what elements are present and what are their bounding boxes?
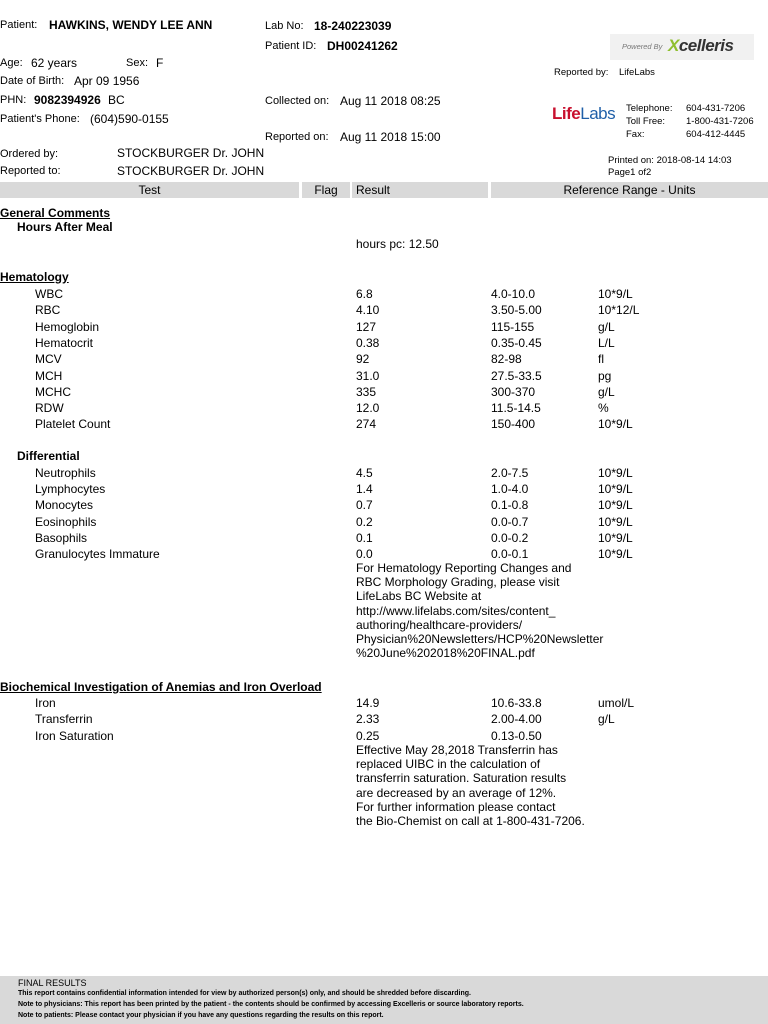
test-name: Platelet Count [35,417,111,432]
test-name: MCHC [35,384,71,399]
reference-range: 0.1-0.8 [491,498,529,513]
hours-after-meal-value: hours pc: 12.50 [356,237,439,251]
reference-range: 0.13-0.50 [491,728,542,743]
reference-range: 0.0-0.7 [491,514,529,529]
units: g/L [598,384,615,399]
note-line: are decreased by an average of 12%. [356,785,557,800]
test-name: MCV [35,352,62,367]
sex-value: F [156,56,164,70]
result-value: 4.5 [356,466,373,480]
excelleris-logo-text: Xcelleris [668,36,734,55]
fax-value: 604-412-4445 [686,129,746,140]
column-header-reference: Reference Range - Units [491,182,768,198]
dob-value: Apr 09 1956 [74,74,140,88]
section-differential: Differential [17,449,80,463]
section-biochem: Biochemical Investigation of Anemias and Iron Overload [0,680,322,694]
result-value: 31.0 [356,368,380,383]
units: % [598,401,609,416]
test-name: MCH [35,368,63,383]
lab-no-value: 18-240223039 [314,19,392,33]
tollfree-value: 1-800-431-7206 [686,116,754,127]
reference-range: 115-155 [491,319,535,334]
note-line: Physician%20Newsletters/HCP%20Newsletter [356,632,604,647]
reported-on-value: Aug 11 2018 15:00 [340,130,441,144]
footer-line-3: Note to patients: Please contact your physician if you have any questions regarding the results on this report. [18,1012,384,1019]
footer-bar [0,976,768,1024]
patient-name: HAWKINS, WENDY LEE ANN [49,18,213,32]
result-value: 0.25 [356,728,380,743]
column-header-test: Test [0,182,299,198]
units: pg [598,368,612,383]
units: 10*9/L [598,514,633,529]
result-value: 2.33 [356,712,380,727]
age-label: Age: [0,57,23,69]
note-line: For further information please contact [356,799,556,814]
page-number: Page1 of2 [608,167,652,178]
reference-range: 3.50-5.00 [491,303,542,318]
units: 10*9/L [598,466,633,480]
patient-id-label: Patient ID: [265,40,317,52]
excelleris-logo [610,34,754,60]
test-name: Hematocrit [35,335,94,350]
sex-label: Sex: [126,57,149,69]
phone-label: Patient's Phone: [0,113,80,125]
test-name: Transferrin [35,712,93,727]
lifelabs-logo [552,104,615,124]
result-value: 335 [356,384,377,399]
result-value: 0.1 [356,530,373,545]
result-value: 0.0 [356,547,373,561]
result-value: 127 [356,319,377,334]
collected-label: Collected on: [265,95,330,107]
result-value: 0.7 [356,498,373,513]
note-line: replaced UIBC in the calculation of [356,757,541,772]
tollfree-label: Toll Free: [626,116,666,127]
result-value: 0.2 [356,514,373,529]
test-name: WBC [35,287,63,301]
test-name: Iron Saturation [35,728,114,743]
reference-range: 2.00-4.00 [491,712,542,727]
units: 10*12/L [598,303,640,318]
units: umol/L [598,696,635,710]
units: 10*9/L [598,498,633,513]
note-line: the Bio-Chemist on call at 1-800-431-7206. [356,814,585,829]
reference-range: 82-98 [491,352,522,367]
age-value: 62 years [31,56,78,70]
note-line: %20June%202018%20FINAL.pdf [356,646,535,661]
reference-range: 27.5-33.5 [491,368,542,383]
reference-range: 0.35-0.45 [491,335,542,350]
units: fl [598,352,604,367]
reported-by-label: Reported by: [554,67,609,78]
reference-range: 0.0-0.1 [491,547,529,561]
units: g/L [598,319,615,334]
patient-id-value: DH00241262 [327,39,398,53]
note-line: authoring/healthcare-providers/ [356,617,523,632]
reported-by-value: LifeLabs [619,67,655,78]
reference-range: 4.0-10.0 [491,287,536,301]
powered-by-text: Powered By [622,42,663,51]
note-line: RBC Morphology Grading, please visit [356,575,560,590]
reference-range: 11.5-14.5 [491,401,541,416]
reported-to-value: STOCKBURGER Dr. JOHN [117,164,265,178]
footer-line-1: This report contains confidential information intended for view by authorized person(s) only, and should be shredded before discarding. [18,990,471,997]
ordered-by-value: STOCKBURGER Dr. JOHN [117,146,265,160]
fax-label: Fax: [626,129,645,140]
test-name: Lymphocytes [35,482,106,497]
patient-label: Patient: [0,19,38,31]
test-name: Monocytes [35,498,94,513]
note-line: Effective May 28,2018 Transferrin has [356,743,558,757]
hematology-note [356,561,603,660]
units: L/L [598,335,615,350]
column-header-result: Result [352,182,488,198]
result-value: 274 [356,417,377,432]
note-line: LifeLabs BC Website at [356,589,482,604]
reference-range: 2.0-7.5 [491,466,529,480]
hours-after-meal-label: Hours After Meal [17,220,113,234]
phone-value: (604)590-0155 [90,112,169,126]
telephone-label: Telephone: [626,103,673,114]
result-value: 4.10 [356,303,380,318]
telephone-value: 604-431-7206 [686,103,746,114]
reference-range: 0.0-0.2 [491,530,529,545]
test-name: Iron [35,696,56,710]
lifelabs-logo-labs: Labs [580,104,616,123]
units: 10*9/L [598,417,633,432]
result-value: 1.4 [356,482,373,497]
reported-on-label: Reported on: [265,131,329,143]
final-results-label: FINAL RESULTS [18,978,87,988]
result-value: 12.0 [356,401,380,416]
lab-no-label: Lab No: [265,20,304,32]
note-line: http://www.lifelabs.com/sites/content_ [356,603,556,618]
units: 10*9/L [598,287,633,301]
result-value: 14.9 [356,696,380,710]
result-value: 92 [356,352,370,367]
result-value: 0.38 [356,335,380,350]
test-name: Hemoglobin [35,319,100,334]
reference-range: 10.6-33.8 [491,696,542,710]
units: 10*9/L [598,530,633,545]
test-name: Granulocytes Immature [35,547,160,561]
dob-label: Date of Birth: [0,75,65,87]
section-hematology: Hematology [0,270,69,284]
test-name: RDW [35,401,64,416]
collected-value: Aug 11 2018 08:25 [340,94,441,108]
iron-note [356,743,585,828]
note-line: For Hematology Reporting Changes and [356,561,572,575]
ordered-by-label: Ordered by: [0,148,59,160]
phn-province: BC [108,93,125,107]
column-header-flag: Flag [302,182,350,198]
reference-range: 300-370 [491,384,536,399]
footer-line-2: Note to physicians: This report has been printed by the patient - the contents should be confirmed by accessing Excelleris or source laboratory reports. [18,1001,524,1008]
test-name: Basophils [35,530,88,545]
phn-label: PHN: [0,94,27,106]
units: 10*9/L [598,482,633,497]
note-line: transferrin saturation. Saturation results [356,771,567,786]
units: 10*9/L [598,547,633,561]
reference-range: 150-400 [491,417,536,432]
section-general-comments: General Comments [0,206,111,220]
test-name: Eosinophils [35,514,97,529]
reference-range: 1.0-4.0 [491,482,529,497]
printed-on: Printed on: 2018-08-14 14:03 [608,155,732,166]
result-value: 6.8 [356,287,373,301]
test-name: Neutrophils [35,466,96,480]
units: g/L [598,712,615,727]
reported-to-label: Reported to: [0,165,61,177]
lifelabs-logo-life: Life [552,104,581,123]
test-name: RBC [35,303,61,318]
phn-value: 9082394926 [34,93,101,107]
